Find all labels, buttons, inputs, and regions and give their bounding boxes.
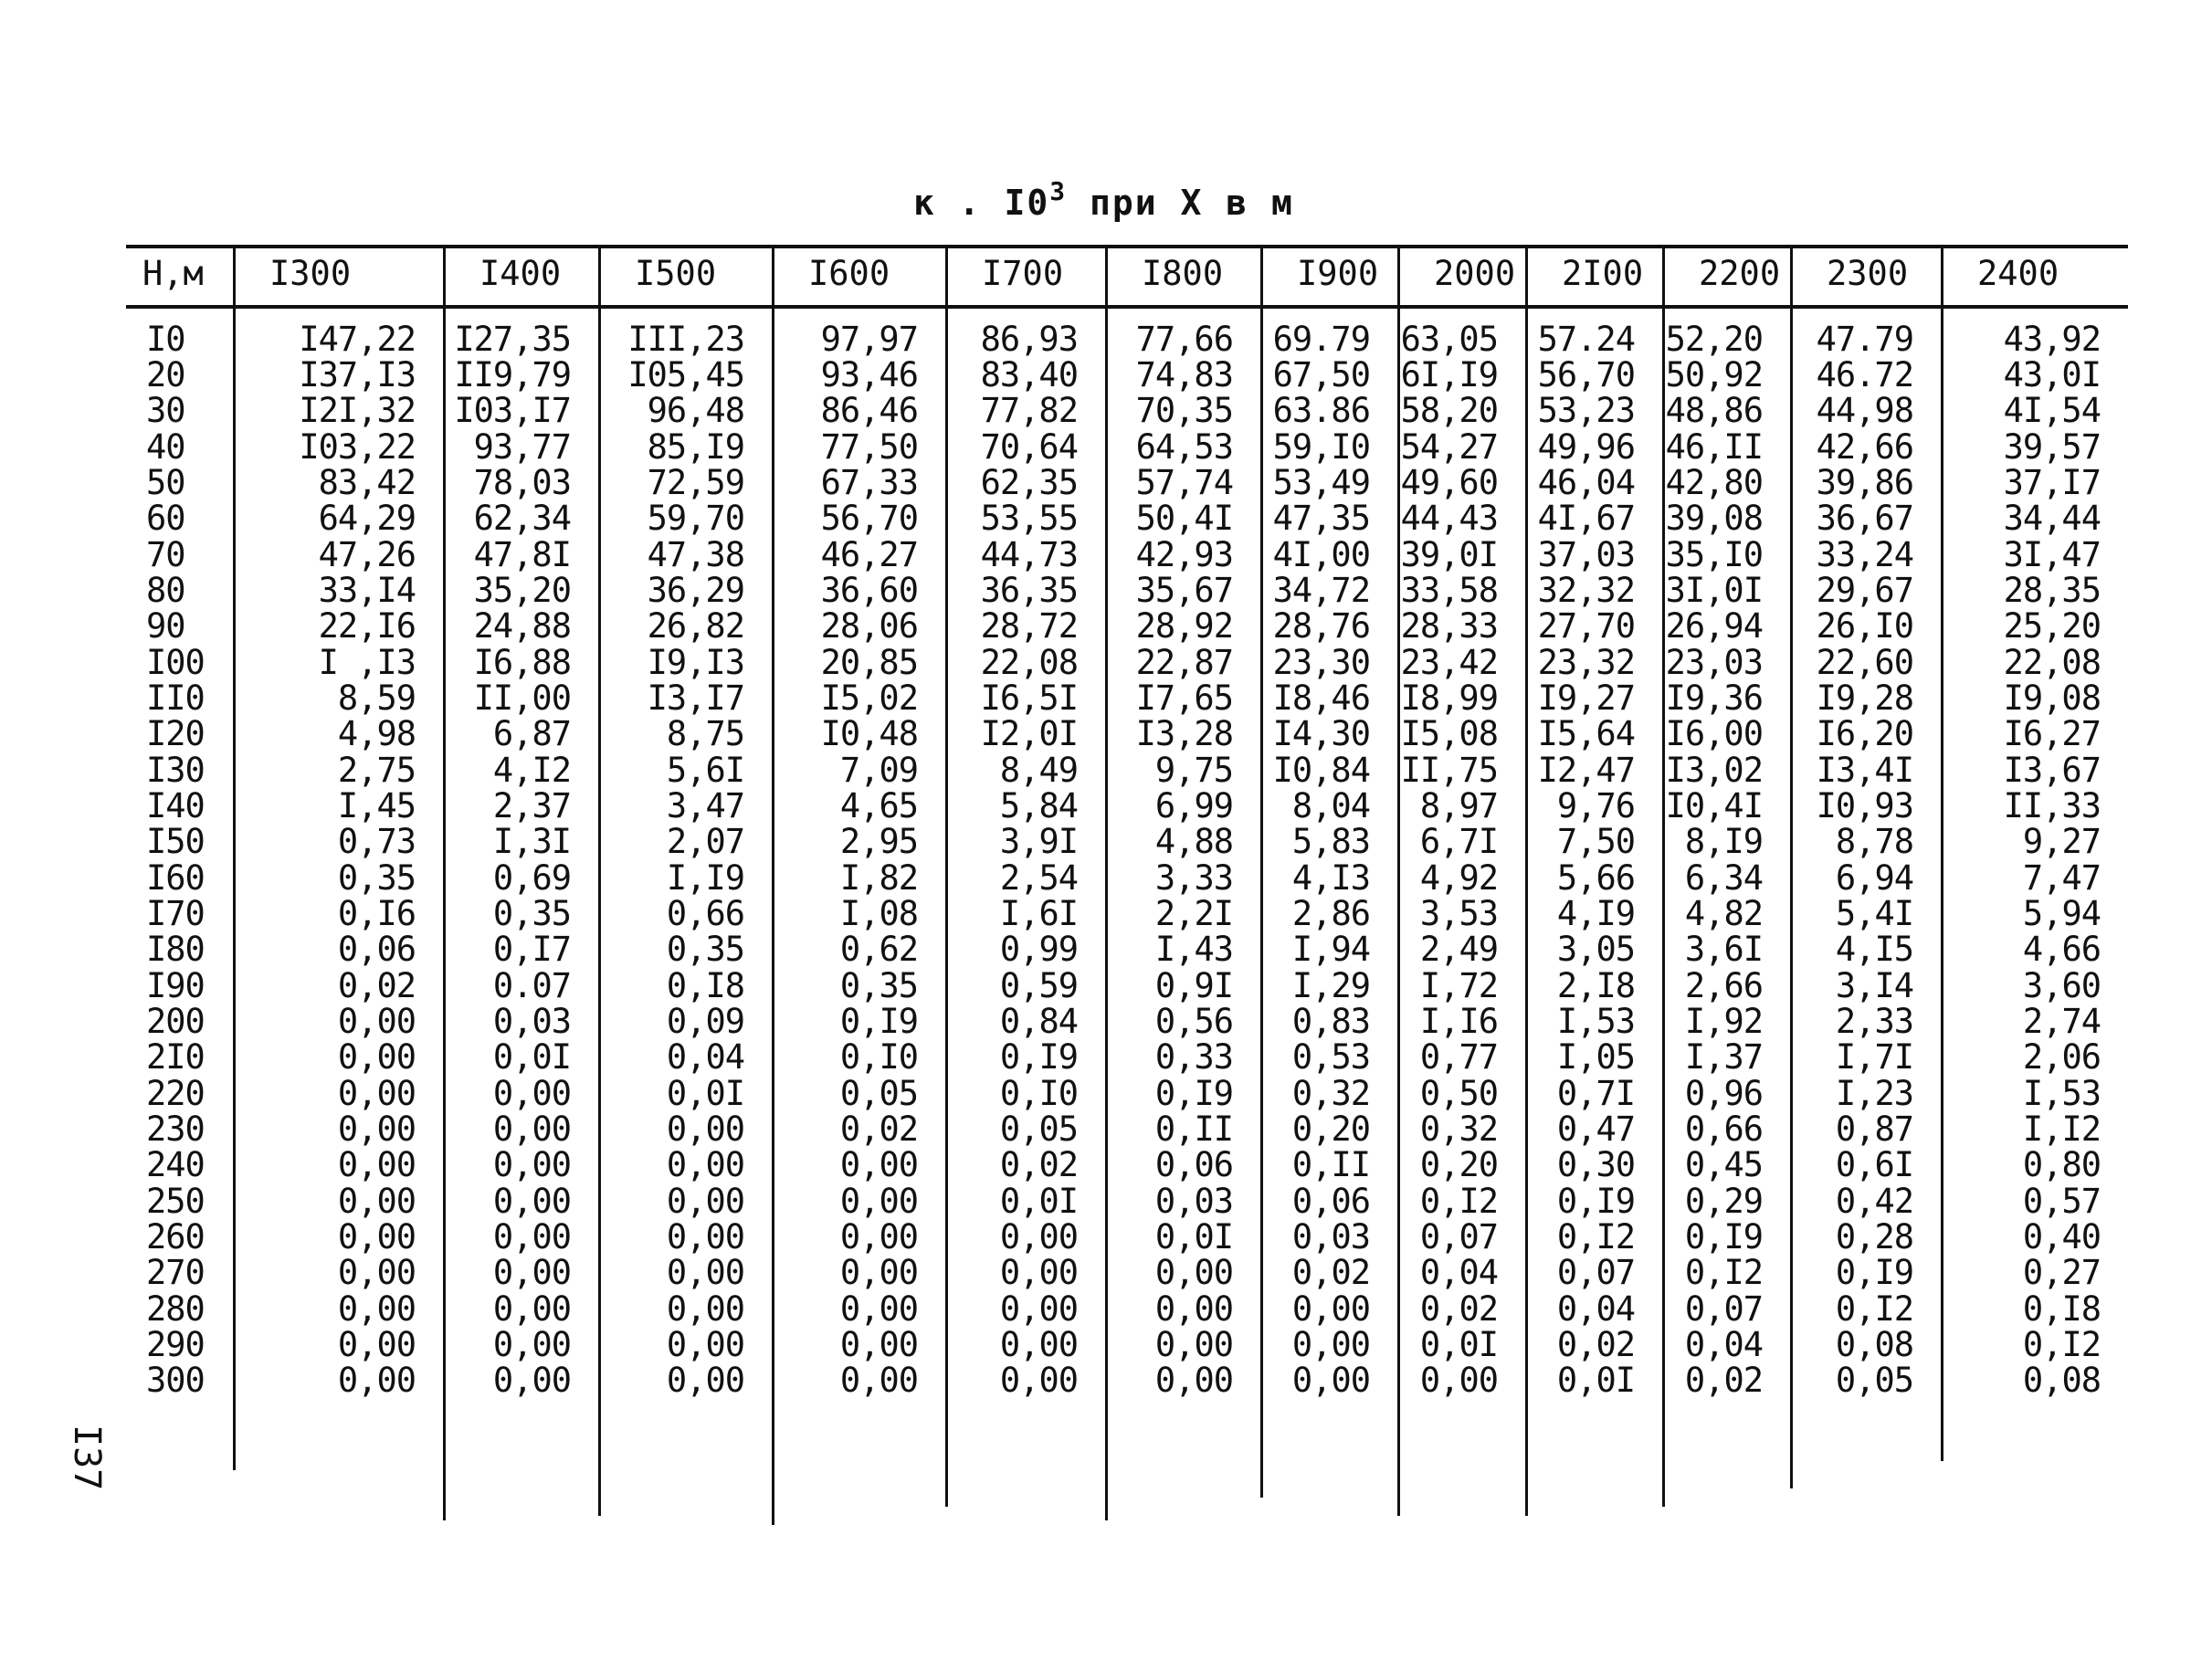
table-cell: 0,9I 0,56 0,33 [1154, 966, 1233, 1077]
table-cell: 69.79 67,50 63.86 [1272, 320, 1370, 430]
table-cell: 3,33 2,2I I,43 [1154, 858, 1233, 969]
table-cell: 63,05 6I,I9 58,20 [1400, 320, 1498, 430]
table-cell: 2,75 I,45 0,73 [337, 751, 416, 861]
row-height-labels: I00 II0 I20 [146, 643, 205, 753]
table-cell: 0,I9 0,II 0,06 [1154, 1074, 1233, 1184]
table-cell: 0,00 0,00 0,00 [839, 1289, 918, 1400]
row-height-labels: 220 230 240 [146, 1074, 205, 1184]
table-cell: 2,I8 I,53 I,05 [1556, 966, 1635, 1077]
table-cell: 43,92 43,0I 4I,54 [2003, 320, 2101, 430]
table-cell: 9,75 6,99 4,88 [1154, 751, 1233, 861]
table-cell: II,75 8,97 6,7I [1400, 751, 1498, 861]
table-cell: I,23 0,87 0,6I [1835, 1074, 1913, 1184]
table-cell: 0,00 0,00 0,00 [1154, 1289, 1233, 1400]
table-cell: 0,29 0,I9 0,I2 [1684, 1182, 1763, 1292]
table-cell: 0,06 0,03 0,02 [1291, 1182, 1370, 1292]
table-cell: 0,50 0,32 0,20 [1419, 1074, 1498, 1184]
column-header: 2200 [1699, 254, 1781, 293]
table-cell: 23,42 I8,99 I5,08 [1400, 643, 1498, 753]
table-cell: 86,93 83,40 77,82 [980, 320, 1078, 430]
table-cell: 44,73 36,35 28,72 [980, 535, 1078, 646]
caption-suffix: при X в м [1067, 183, 1294, 223]
row-height-labels: 280 290 300 [146, 1289, 205, 1400]
table-cell: 0,00 0,00 0,00 [492, 1074, 571, 1184]
table-cell: 3,I4 2,33 I,7I [1835, 966, 1913, 1077]
table-cell: 0,00 0,00 0,00 [666, 1289, 744, 1400]
table-cell: 47,38 36,29 26,82 [647, 535, 744, 646]
table-cell: 0,7I 0,47 0,30 [1556, 1074, 1635, 1184]
column-header: I700 [982, 254, 1064, 293]
table-cell: 0,05 0,02 0,00 [839, 1074, 918, 1184]
column-header: 2400 [1977, 254, 2059, 293]
row-height-labels: 70 80 90 [146, 535, 185, 646]
table-cell: 39,0I 33,58 28,33 [1400, 535, 1498, 646]
table-cell: 7,47 5,94 4,66 [2022, 858, 2101, 969]
table-cell: 35,I0 3I,0I 26,94 [1665, 535, 1763, 646]
table-cell: 37,03 32,32 27,70 [1537, 535, 1635, 646]
table-cell: 0,07 0,04 0,02 [1684, 1289, 1763, 1400]
table-cell: I27,35 II9,79 I03,I7 [454, 320, 571, 430]
table-cell: 42,93 35,67 28,92 [1135, 535, 1233, 646]
row-height-labels: 250 260 270 [146, 1182, 205, 1292]
table-cell: 2,66 I,92 I,37 [1684, 966, 1763, 1077]
table-cell: 4I,00 34,72 28,76 [1272, 535, 1370, 646]
table-cell: 77,50 67,33 56,70 [820, 427, 918, 538]
table-cell: I47,22 I37,I3 I2I,32 [299, 320, 416, 430]
table-cell: 0,I8 0,I2 0,08 [2022, 1289, 2101, 1400]
table-cell: I3,4I I0,93 8,78 [1816, 751, 1913, 861]
table-cell: 59,I0 53,49 47,35 [1272, 427, 1370, 538]
table-cell: 0,02 0,00 0,00 [337, 966, 416, 1077]
table-cell: 0,00 0,00 0,00 [999, 1289, 1078, 1400]
column-header: I500 [635, 254, 717, 293]
table-cell: 0,02 0,0I 0,00 [1419, 1289, 1498, 1400]
table-cell: 8,49 5,84 3,9I [999, 751, 1078, 861]
table-cell: 0,00 0,00 0,00 [337, 1074, 416, 1184]
table-cell: 0,35 0,I6 0,06 [337, 858, 416, 969]
table-cell: I ,I3 8,59 4,98 [318, 643, 416, 753]
table-cell: 0,32 0,20 0,II [1291, 1074, 1370, 1184]
table-cell: 93,77 78,03 62,34 [473, 427, 571, 538]
table-cell: III,23 I05,45 96,48 [627, 320, 744, 430]
table-top-rule [126, 245, 2128, 248]
column-header: I600 [808, 254, 890, 293]
table-cell: 0,I0 0,05 0,02 [999, 1074, 1078, 1184]
table-caption [913, 176, 1294, 223]
table-cell: I3,67 II,33 9,27 [2003, 751, 2101, 861]
table-cell: 39,57 37,I7 34,44 [2003, 427, 2101, 538]
table-cell: 3,60 2,74 2,06 [2022, 966, 2101, 1077]
table-cell: 0,00 0,00 0,00 [839, 1182, 918, 1292]
table-cell: 42,66 39,86 36,67 [1816, 427, 1913, 538]
table-cell: 47,8I 35,20 24,88 [473, 535, 571, 646]
table-header-rule [126, 305, 2128, 309]
table-cell: 46,27 36,60 28,06 [820, 535, 918, 646]
table-cell: 0,00 0,00 0,00 [666, 1182, 744, 1292]
table-cell: 70,64 62,35 53,55 [980, 427, 1078, 538]
table-cell: 0,I8 0,09 0,04 [666, 966, 744, 1077]
table-cell: I0,84 8,04 5,83 [1272, 751, 1370, 861]
table-cell: I6,88 II,00 6,87 [473, 643, 571, 753]
table-cell: 2,54 I,6I 0,99 [999, 858, 1078, 969]
table-cell: I9,I3 I3,I7 8,75 [647, 643, 744, 753]
column-header: I300 [269, 254, 352, 293]
table-cell: 77,66 74,83 70,35 [1135, 320, 1233, 430]
table-cell: 5,6I 3,47 2,07 [666, 751, 744, 861]
table-cell: I,72 I,I6 0,77 [1419, 966, 1498, 1077]
table-cell: 47.79 46.72 44,98 [1816, 320, 1913, 430]
table-cell: 46,II 42,80 39,08 [1665, 427, 1763, 538]
table-cell: 0,00 0,00 0,00 [492, 1289, 571, 1400]
table-cell: 5,66 4,I9 3,05 [1556, 858, 1635, 969]
row-height-labels: I90 200 2I0 [146, 966, 205, 1077]
table-cell: 0,00 0,00 0,00 [1291, 1289, 1370, 1400]
table-cell: I,82 I,08 0,62 [839, 858, 918, 969]
table-cell: 6,34 4,82 3,6I [1684, 858, 1763, 969]
table-cell: 4,I2 2,37 I,3I [492, 751, 571, 861]
table-cell: 23,32 I9,27 I5,64 [1537, 643, 1635, 753]
table-cell: 6,94 5,4I 4,I5 [1835, 858, 1913, 969]
table-cell: 0,I9 0,I2 0,07 [1556, 1182, 1635, 1292]
page-number: I37 [66, 1425, 108, 1491]
table-cell: 0,03 0,0I 0,00 [1154, 1182, 1233, 1292]
table-cell: 0,I2 0,08 0,05 [1835, 1289, 1913, 1400]
table-cell: 0,57 0,40 0,27 [2022, 1182, 2101, 1292]
table-cell: 0,00 0,00 0,00 [337, 1289, 416, 1400]
table-cell: 0,42 0,28 0,I9 [1835, 1182, 1913, 1292]
table-cell: 57.24 56,70 53,23 [1537, 320, 1635, 430]
table-cell: 49,96 46,04 4I,67 [1537, 427, 1635, 538]
table-cell: 22,60 I9,28 I6,20 [1816, 643, 1913, 753]
table-cell: 0,04 0,02 0,0I [1556, 1289, 1635, 1400]
table-cell: 97,97 93,46 86,46 [820, 320, 918, 430]
table-cell: 23,03 I9,36 I6,00 [1665, 643, 1763, 753]
column-header: I400 [479, 254, 562, 293]
table-cell: 0,69 0,35 0,I7 [492, 858, 571, 969]
table-cell: 4,I3 2,86 I,94 [1291, 858, 1370, 969]
table-cell: I2,47 9,76 7,50 [1537, 751, 1635, 861]
table-cell: I,53 I,I2 0,80 [2022, 1074, 2101, 1184]
table-cell: 0,00 0,00 0,00 [337, 1182, 416, 1292]
row-height-labels: I0 20 30 [146, 320, 185, 430]
table-cell: 7,09 4,65 2,95 [839, 751, 918, 861]
table-cell: 0.07 0,03 0,0I [492, 966, 571, 1077]
table-cell: 47,26 33,I4 22,I6 [318, 535, 416, 646]
table-cell: 85,I9 72,59 59,70 [647, 427, 744, 538]
table-cell: 22,87 I7,65 I3,28 [1135, 643, 1233, 753]
table-cell: I03,22 83,42 64,29 [299, 427, 416, 538]
table-cell: 52,20 50,92 48,86 [1665, 320, 1763, 430]
table-cell: 33,24 29,67 26,I0 [1816, 535, 1913, 646]
table-cell: I,I9 0,66 0,35 [666, 858, 744, 969]
table-cell: 23,30 I8,46 I4,30 [1272, 643, 1370, 753]
table-cell: 20,85 I5,02 I0,48 [820, 643, 918, 753]
table-cell: I,29 0,83 0,53 [1291, 966, 1370, 1077]
table-cell: 0,00 0,00 0,00 [492, 1182, 571, 1292]
table-cell: 0,0I 0,00 0,00 [666, 1074, 744, 1184]
table-cell: 22,08 I9,08 I6,27 [2003, 643, 2101, 753]
caption-exponent: 3 [1049, 176, 1068, 206]
table-cell: 64,53 57,74 50,4I [1135, 427, 1233, 538]
table-cell: 54,27 49,60 44,43 [1400, 427, 1498, 538]
row-height-labels: I60 I70 I80 [146, 858, 205, 969]
table-cell: 0,0I 0,00 0,00 [999, 1182, 1078, 1292]
column-header: 2I00 [1562, 254, 1644, 293]
column-header: I800 [1142, 254, 1224, 293]
caption-prefix: к . I0 [913, 183, 1050, 223]
table-cell: 0,59 0,84 0,I9 [999, 966, 1078, 1077]
column-header: 2300 [1827, 254, 1909, 293]
column-header: I900 [1297, 254, 1379, 293]
header-corner: H,м [142, 254, 204, 293]
table-cell: 0,35 0,I9 0,I0 [839, 966, 918, 1077]
table-cell: 4,92 3,53 2,49 [1419, 858, 1498, 969]
row-height-labels: 40 50 60 [146, 427, 185, 538]
table-cell: 22,08 I6,5I I2,0I [980, 643, 1078, 753]
row-height-labels: I30 I40 I50 [146, 751, 205, 861]
table-cell: 0,I2 0,07 0,04 [1419, 1182, 1498, 1292]
table-cell: 3I,47 28,35 25,20 [2003, 535, 2101, 646]
table-cell: 0,96 0,66 0,45 [1684, 1074, 1763, 1184]
table-cell: I3,02 I0,4I 8,I9 [1665, 751, 1763, 861]
column-header: 2000 [1434, 254, 1516, 293]
